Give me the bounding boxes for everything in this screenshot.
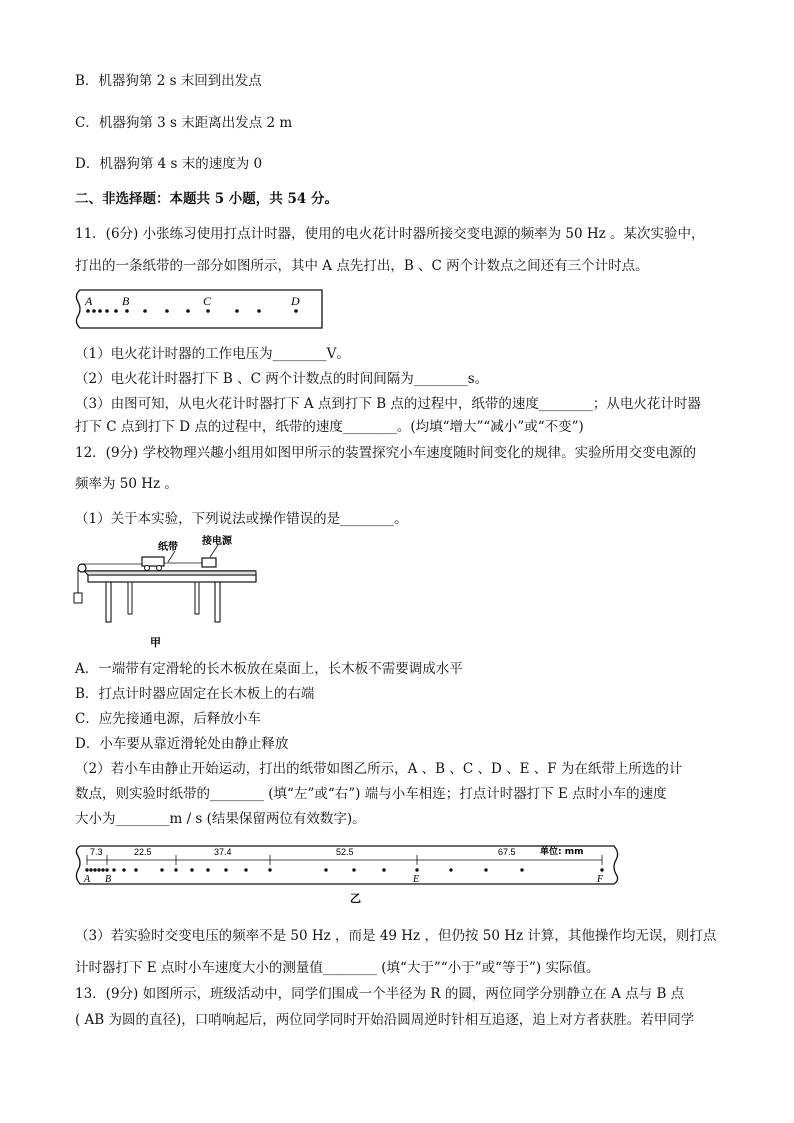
dist-3: 37.4 bbox=[214, 847, 232, 857]
dist-4: 52.5 bbox=[336, 847, 354, 857]
q12-part2-b: 数点，则实验时纸带的________ (填“左”或“右”) 端与小车相连；打点计时器打下 E 点时小车的速度 bbox=[75, 786, 667, 802]
pulley-icon bbox=[78, 564, 86, 572]
table-leg-right bbox=[215, 582, 220, 622]
weight-icon bbox=[74, 593, 82, 603]
table-leg-left bbox=[106, 582, 111, 622]
tape-label-c: C bbox=[203, 294, 212, 308]
q11-stem-1: 11．(6分) 小张练习使用打点计时器，使用的电火花计时器所接交变电源的频率为 50 Hz 。某次实验中， bbox=[75, 226, 705, 242]
cart-icon bbox=[142, 557, 164, 566]
point-b: B bbox=[105, 874, 112, 885]
option-b: B．打点计时器应固定在长木板上的右端 bbox=[75, 686, 315, 702]
q12-part2-a: （2）若小车由静止开始运动，打出的纸带如图乙所示，A 、B 、C 、D 、E 、F 为在纸带上所选的计 bbox=[75, 761, 683, 777]
point-e: E bbox=[413, 874, 420, 885]
q12-part2-c: 大小为________m / s (结果保留两位有效数字)。 bbox=[75, 811, 366, 827]
apparatus-figure bbox=[70, 535, 260, 650]
option-c-text: C．机器狗第 3 s 末距离出发点 2 m bbox=[75, 115, 293, 131]
dist-1: 7.3 bbox=[90, 847, 103, 857]
point-a: A bbox=[84, 874, 91, 885]
timer-icon bbox=[202, 558, 216, 567]
q12-stem-1: 12．(9分) 学校物理兴趣小组用如图甲所示的装置探究小车速度随时间变化的规律。实验所用交变电源的 bbox=[75, 445, 697, 461]
q11-part2: （2）电火花计时器打下 B 、C 两个计数点的时间间隔为________s。 bbox=[75, 371, 489, 387]
tape-label-b: B bbox=[122, 294, 130, 308]
q11-part3-b: 打下 C 点到打下 D 点的过程中，纸带的速度________。(均填“增大”“减小”或“不变”) bbox=[75, 419, 584, 435]
option-d-text: D．机器狗第 4 s 末的速度为 0 bbox=[75, 156, 263, 172]
q12-part3-a: （3）若实验时交变电压的频率不是 50 Hz ，而是 49 Hz ，但仍按 50 Hz 计算，其他操作均无误，则打点 bbox=[75, 928, 717, 944]
q11-tape-figure bbox=[74, 288, 326, 330]
option-b-text: B．机器狗第 2 s 末回到出发点 bbox=[75, 73, 262, 89]
q13-stem-2: ( AB 为圆的直径)，口哨响起后，两位同学同时开始沿圆周逆时针相互追逐，追上对方者获胜。若甲同学 bbox=[75, 1012, 695, 1028]
dist-2: 22.5 bbox=[134, 847, 152, 857]
q13-stem-1: 13．(9分) 如图所示，班级活动中，同学们围成一个半径为 R 的圆，两位同学分别静立在 A 点与 B 点 bbox=[75, 986, 685, 1002]
q12-tape-figure bbox=[74, 840, 620, 908]
option-d: D．小车要从靠近滑轮处由静止释放 bbox=[75, 736, 289, 752]
q12-part1: （1）关于本实验，下列说法或操作错误的是________。 bbox=[75, 511, 408, 527]
q12-stem-2: 频率为 50 Hz 。 bbox=[75, 476, 178, 492]
tape-outline bbox=[76, 290, 322, 328]
tape-label-a: A bbox=[85, 294, 93, 308]
option-a: A．一端带有定滑轮的长木板放在桌面上，长木板不需要调成水平 bbox=[75, 661, 463, 677]
dist-5: 67.5 bbox=[498, 847, 516, 857]
label-power: 接电源 bbox=[202, 536, 232, 547]
table-top bbox=[88, 575, 256, 582]
q12-part3-b: 计时器打下 E 点时小车速度大小的测量值________ (填“大于”“小于”或“等于”) 实际值。 bbox=[75, 960, 600, 976]
q11-part1: （1）电火花计时器的工作电压为________V。 bbox=[75, 346, 350, 362]
label-paper-tape: 纸带 bbox=[158, 542, 178, 553]
unit-label: 单位: mm bbox=[540, 847, 584, 857]
figure-caption-jia: 甲 bbox=[150, 636, 161, 649]
section-heading: 二、非选择题：本题共 5 小题，共 54 分。 bbox=[75, 191, 338, 207]
q11-stem-2: 打出的一条纸带的一部分如图所示，其中 A 点先打出，B 、C 两个计数点之间还有三个计时点。 bbox=[75, 258, 649, 274]
point-f: F bbox=[597, 874, 604, 885]
figure-caption-yi: 乙 bbox=[350, 892, 361, 905]
tape-label-d: D bbox=[291, 294, 300, 308]
option-c: C．应先接通电源，后释放小车 bbox=[75, 711, 261, 727]
q11-part3-a: （3）由图可知，从电火花计时器打下 A 点到打下 B 点的过程中，纸带的速度________；从电火花计时器 bbox=[75, 396, 701, 412]
